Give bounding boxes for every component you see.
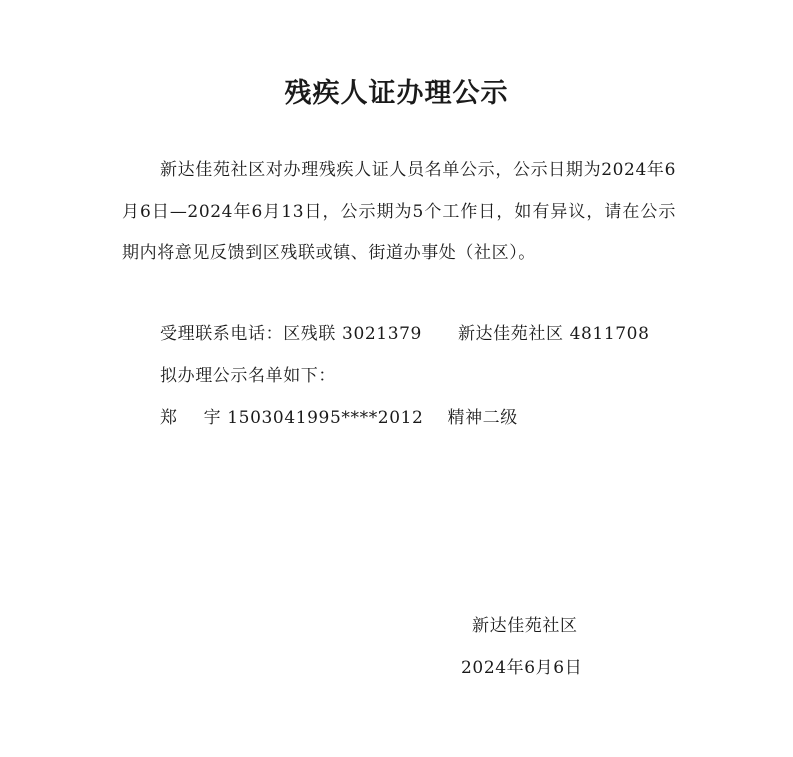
signature-organization: 新达佳苑社区 (472, 616, 578, 636)
contact-second-org: 新达佳苑社区 (457, 324, 564, 344)
entry-name-last: 宇 (203, 408, 222, 428)
contact-line (160, 314, 650, 355)
list-item (160, 398, 518, 439)
signature-date: 2024年6月6日 (461, 658, 583, 678)
contact-label: 受理联系电话： (160, 324, 284, 344)
list-intro: 拟办理公示名单如下： (160, 366, 336, 386)
contact-first-phone: 3021379 (342, 324, 422, 344)
page-title: 残疾人证办理公示 (284, 78, 509, 109)
entry-category: 精神二级 (447, 408, 518, 428)
contact-second-phone: 4811708 (569, 324, 650, 344)
contact-first-org: 区残联 (283, 324, 337, 344)
notice-paragraph: 新达佳苑社区对办理残疾人证人员名单公示，公示日期为2024年6月6日—2024年6月13日，公示期为5个工作日，如有异议，请在公示期内将意见反馈到区残联或镇、街道办事处（社区）。 (122, 160, 676, 263)
entry-name-first: 郑 (160, 408, 178, 428)
entry-id-number: 1503041995****2012 (227, 408, 424, 428)
